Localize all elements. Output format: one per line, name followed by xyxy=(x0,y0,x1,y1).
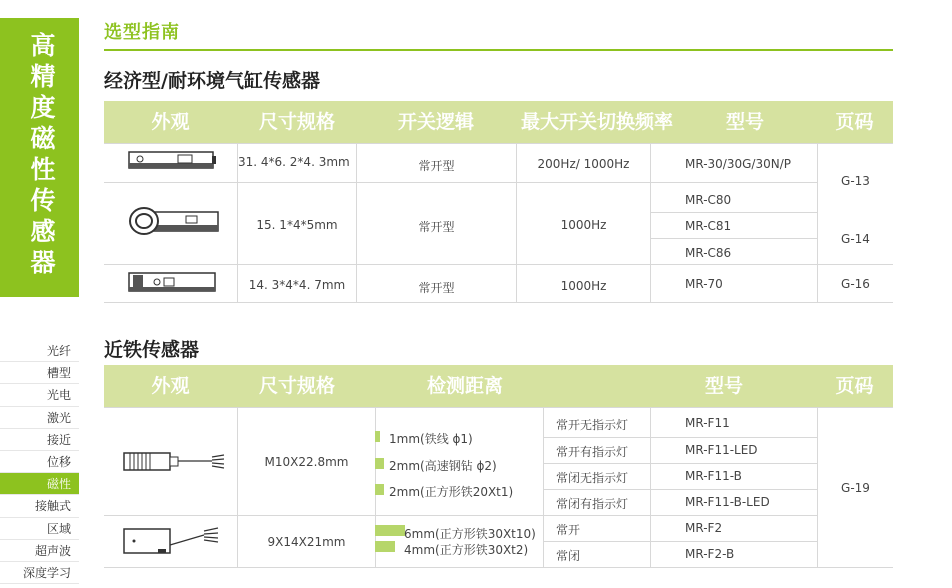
type-cell: 常开无指示灯 xyxy=(556,418,629,432)
section-title: 近铁传感器 xyxy=(104,339,200,361)
side-menu-item[interactable]: 光纤 xyxy=(0,340,79,362)
side-menu-item[interactable]: 接近 xyxy=(0,429,79,451)
distance-cell: 2mm(正方形铁20Xt1) xyxy=(389,485,514,499)
table-rule xyxy=(543,463,817,464)
side-menu-item[interactable]: 光电 xyxy=(0,384,79,406)
table-rule xyxy=(104,302,893,303)
table-rule xyxy=(104,567,893,568)
table-rule xyxy=(650,407,651,567)
type-cell: 常闭 xyxy=(556,549,581,563)
distance-cell: 1mm(铁线 ϕ1) xyxy=(389,432,473,446)
freq-cell: 1000Hz xyxy=(560,218,607,232)
logic-cell: 常开型 xyxy=(418,281,455,295)
cylinder-sensor-round-icon xyxy=(128,206,222,236)
distance-bar xyxy=(375,484,384,495)
logic-cell: 常开型 xyxy=(418,220,455,234)
model-cell: MR-C81 xyxy=(685,219,732,233)
model-cell: MR-F11-B-LED xyxy=(685,495,770,509)
square-proximity-sensor-icon xyxy=(122,525,230,557)
model-cell: MR-70 xyxy=(685,277,723,291)
side-menu-item[interactable]: 接触式 xyxy=(0,495,79,517)
logic-cell: 常开型 xyxy=(418,159,455,173)
distance-bar xyxy=(375,525,405,536)
header-cell: 页码 xyxy=(835,375,874,397)
distance-cell: 4mm(正方形铁30Xt2) xyxy=(404,543,529,557)
distance-cell: 2mm(高速钢钻 ϕ2) xyxy=(389,459,497,473)
header-cell: 尺寸规格 xyxy=(258,111,335,133)
table-rule xyxy=(104,143,893,144)
table-rule xyxy=(543,541,817,542)
size-cell: 9X14X21mm xyxy=(267,535,346,549)
model-cell: MR-F11-LED xyxy=(685,443,758,457)
header-cell: 尺寸规格 xyxy=(258,375,335,397)
size-cell: 31. 4*6. 2*4. 3mm xyxy=(238,155,350,169)
size-cell: 14. 3*4*4. 7mm xyxy=(248,278,346,292)
cylinder-sensor-flat-icon xyxy=(128,151,218,171)
side-menu-item[interactable]: 区域 xyxy=(0,518,79,540)
type-cell: 常闭有指示灯 xyxy=(556,497,629,511)
table-rule xyxy=(104,407,893,408)
side-menu-item[interactable]: 激光 xyxy=(0,407,79,429)
page-cell: G-19 xyxy=(841,481,870,495)
table-rule xyxy=(104,264,893,265)
page-cell: G-14 xyxy=(841,232,870,246)
table-rule xyxy=(543,407,544,567)
distance-bar xyxy=(375,458,384,469)
model-cell: MR-F2 xyxy=(685,521,723,535)
header-cell: 页码 xyxy=(835,111,874,133)
model-cell: MR-C80 xyxy=(685,193,732,207)
distance-bar xyxy=(375,431,380,442)
title-divider xyxy=(104,49,893,51)
table-rule xyxy=(104,182,817,183)
table-rule xyxy=(104,515,817,516)
distance-bar xyxy=(375,541,395,552)
model-cell: MR-F2-B xyxy=(685,547,735,561)
header-cell: 检测距离 xyxy=(426,375,503,397)
type-cell: 常开 xyxy=(556,523,581,537)
model-cell: MR-C86 xyxy=(685,246,732,260)
category-title: 高 精 度 磁 性 传 感 器 xyxy=(30,31,56,277)
model-cell: MR-F11 xyxy=(685,416,730,430)
type-cell: 常闭无指示灯 xyxy=(556,471,629,485)
header-cell: 型号 xyxy=(725,111,764,133)
size-cell: 15. 1*4*5mm xyxy=(256,218,338,232)
side-menu-item[interactable]: 超声波 xyxy=(0,540,79,562)
freq-cell: 200Hz/ 1000Hz xyxy=(537,157,630,171)
freq-cell: 1000Hz xyxy=(560,279,607,293)
page-title: 选型指南 xyxy=(104,22,180,43)
side-menu xyxy=(0,340,79,584)
header-cell: 最大开关切换频率 xyxy=(520,111,673,133)
header-cell: 开关逻辑 xyxy=(397,111,474,133)
page-cell: G-13 xyxy=(841,174,870,188)
side-menu-item[interactable]: 位移 xyxy=(0,451,79,473)
table-rule xyxy=(650,212,817,213)
header-cell: 型号 xyxy=(704,375,743,397)
table-rule xyxy=(543,489,817,490)
section-title: 经济型/耐环境气缸传感器 xyxy=(104,70,320,92)
distance-cell: 6mm(正方形铁30Xt10) xyxy=(404,527,536,541)
table-rule xyxy=(650,143,651,302)
table-rule xyxy=(650,238,817,239)
size-cell: M10X22.8mm xyxy=(264,455,349,469)
model-cell: MR-F11-B xyxy=(685,469,742,483)
model-cell: MR-30/30G/30N/P xyxy=(685,157,791,171)
table-rule xyxy=(543,437,817,438)
cylinder-sensor-small-icon xyxy=(128,272,220,294)
side-menu-item-active[interactable]: 磁性 xyxy=(0,473,79,495)
side-menu-item[interactable]: 槽型 xyxy=(0,362,79,384)
table-header xyxy=(104,101,893,143)
header-cell: 外观 xyxy=(151,375,190,397)
side-menu-item[interactable]: 深度学习 xyxy=(0,562,79,584)
type-cell: 常开有指示灯 xyxy=(556,445,629,459)
cylindrical-proximity-sensor-icon xyxy=(122,451,230,473)
page-cell: G-16 xyxy=(841,277,870,291)
header-cell: 外观 xyxy=(151,111,190,133)
table-header xyxy=(104,365,893,407)
